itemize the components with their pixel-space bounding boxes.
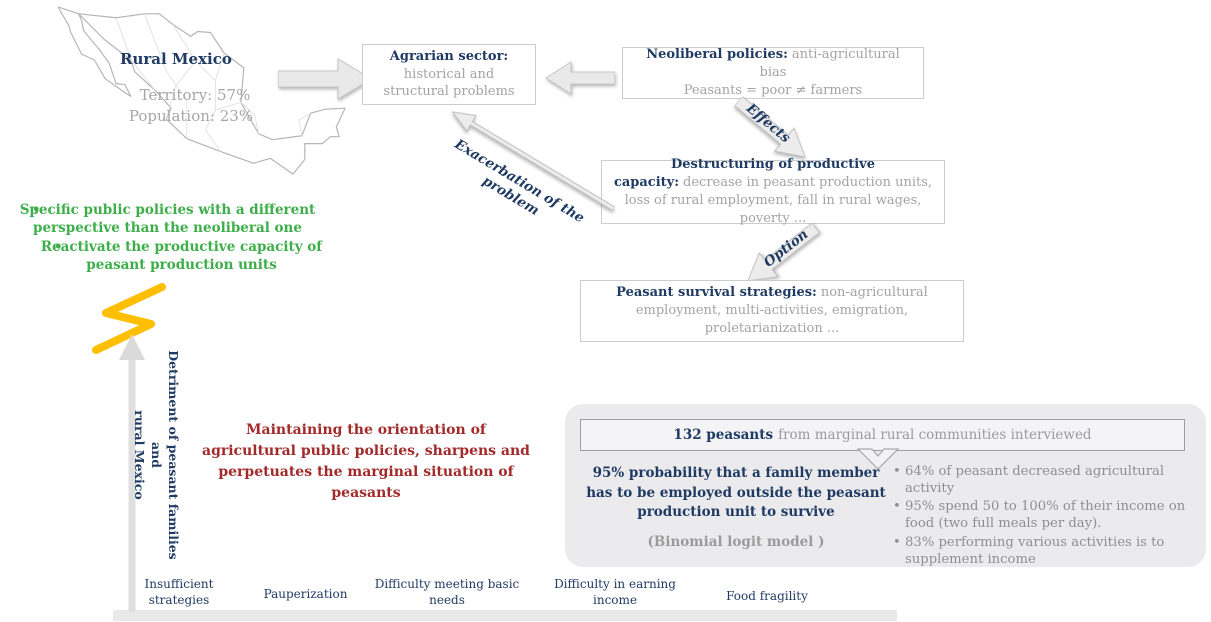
policy-bullet-item: • Specific public policies with a different perspective than the neoliberal one [10,202,325,237]
box-agrarian-sector [362,44,536,105]
neoliberal-body: anti-agricultural bias [759,47,900,81]
survival-body: non-agricultural employment, multi-activities, emigration, proletarianization ... [635,285,928,336]
right-block-arrow [278,56,374,102]
neoliberal-line2: Peasants = poor ≠ farmers [683,82,863,98]
axis-label-line1: Detriment of peasant families and [149,350,181,560]
survival-title: Peasant survival strategies: [616,285,817,301]
box-destructuring [601,157,945,226]
policy-bullet-item: • Reactivate the productive capacity of peasant production units [10,239,325,274]
destructuring-body: decrease in peasant production units, loss of rural employment, fall in rural wages, poverty ... [624,175,933,226]
map-title: Rural Mexico [120,50,232,68]
map-territory-stat: Territory: 57% [139,86,251,104]
outcome-label-food-fragility: Food fragility [726,589,808,603]
survey-finding-item: • 64% of peasant decreased agricultural activity [893,463,1207,497]
agrarian-title: Agrarian sector: [389,48,509,64]
exacerbation-arrow-label: Exacerbation of the problem [451,136,588,227]
survey-model-note: (Binomial logit model ) [647,534,825,550]
neoliberal-title: Neoliberal policies: [646,47,788,63]
survey-header-rest: from marginal rural communities interviewed [778,427,1092,443]
survey-findings-list [893,463,1207,569]
exacerbation-arrow [425,101,620,252]
outcome-label-earning-income: Difficulty in earning income [554,577,676,608]
red-statement: Maintaining the orientation of agricultural public policies, sharpens and perpetuates the marginal situation of peasants [202,422,530,501]
axis-baseline-bar [113,610,897,621]
option-arrow-label: Option [760,226,812,271]
axis-vertical-label [132,345,181,565]
outcome-label-pauperization: Pauperization [263,587,348,601]
survey-finding-item: • 95% spend 50 to 100% of their income on food (two full meals per day). [893,498,1207,532]
effects-arrow-label: Effects [743,100,794,147]
map-population-stat: Population: 23% [128,107,254,125]
survey-finding-item: • 83% performing various activities is to supplement income [893,534,1207,568]
outcome-label-insufficient-strategies: Insufficient strategies [144,577,214,608]
survey-finding-text: 95% probability that a family member has to be employed outside the peasant production unit to survive [586,465,886,521]
axis-label-line2: rural Mexico [132,410,148,500]
outcome-label-basic-needs: Difficulty meeting basic needs [374,577,520,608]
survey-header-count: 132 peasants [673,427,774,443]
box-neoliberal-policies [622,47,924,99]
agrarian-body: historical and structural problems [383,66,515,100]
policy-bullet-list [10,202,325,276]
destructuring-title: Destructuring of productive capacity: [613,157,876,191]
left-block-arrow [543,60,615,96]
